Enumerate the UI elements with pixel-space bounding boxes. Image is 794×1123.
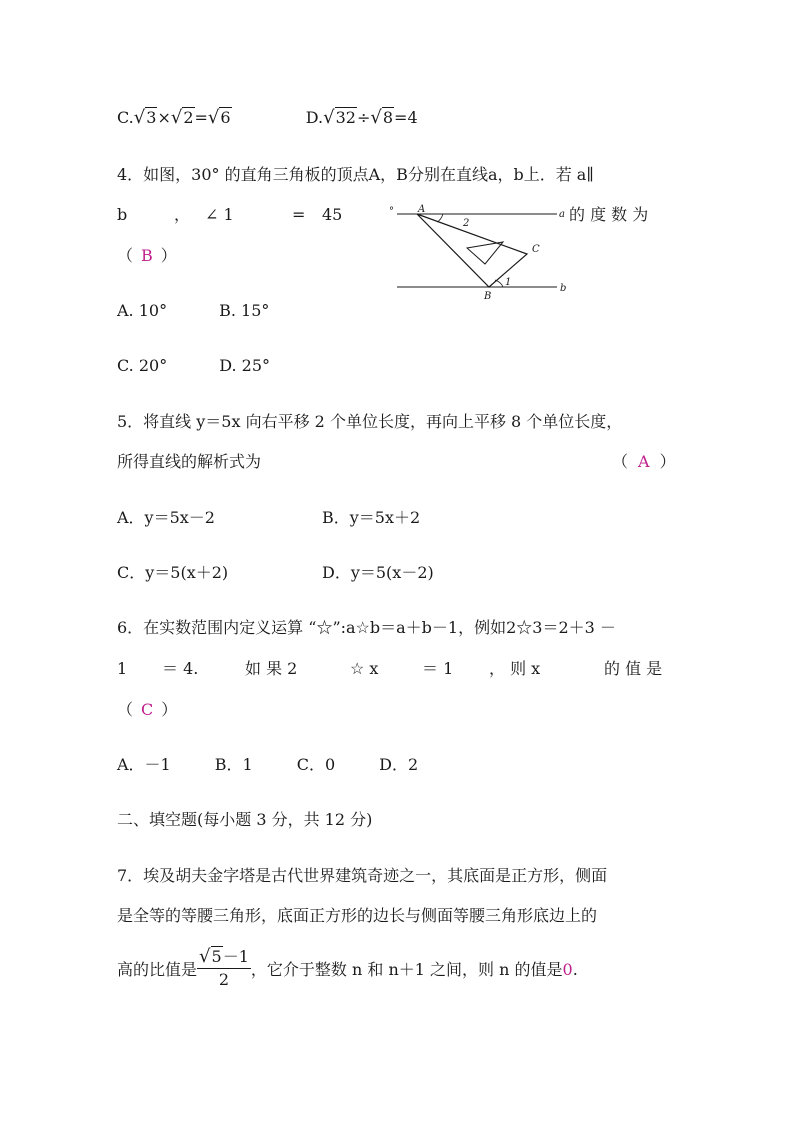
q5-option-a: A．y＝5x－2 bbox=[117, 508, 215, 527]
q4-answer-line bbox=[117, 246, 177, 266]
divide-sign: ÷ bbox=[356, 108, 371, 127]
q4-value: 45 bbox=[322, 205, 343, 224]
paren-close: ） bbox=[160, 246, 177, 265]
paren-open: （ bbox=[612, 452, 629, 471]
q5-stem-line1: 5．将直线 y＝5x 向右平移 2 个单位长度，再向上平移 8 个单位长度， bbox=[117, 412, 623, 431]
q7-stem-line1: 7．埃及胡夫金字塔是古代世界建筑奇迹之一，其底面是正方形，侧面 bbox=[117, 866, 608, 885]
q5-answer: A bbox=[638, 452, 650, 471]
q3-option-c bbox=[117, 108, 237, 127]
paren-close: ） bbox=[161, 700, 178, 719]
q6-stem-line2 bbox=[117, 659, 677, 679]
radicand-6: 6 bbox=[220, 108, 231, 127]
q3-c-label: C. bbox=[117, 108, 134, 127]
q3-options bbox=[117, 108, 418, 128]
q5-option-b: B．y＝5x＋2 bbox=[322, 508, 421, 527]
fig-label-line-a: a bbox=[559, 209, 565, 220]
angle-2-arc bbox=[437, 214, 443, 222]
radicand-8: 8 bbox=[382, 108, 394, 127]
q6-l2-4: ☆ x bbox=[350, 659, 379, 678]
q5-answer-group bbox=[612, 452, 676, 472]
triangle-ruler-figure bbox=[385, 200, 575, 304]
q6-answer: C bbox=[141, 700, 154, 719]
sqrt-6: √6 bbox=[207, 107, 231, 128]
sqrt-5: √5 bbox=[199, 946, 222, 967]
frac-num-tail: －1 bbox=[222, 947, 249, 966]
q4-comma: ， bbox=[174, 205, 191, 224]
q4-stem-line1: 4．如图，30° 的直角三角板的顶点A，B分别在直线a，b上．若 a∥ bbox=[117, 165, 594, 184]
frac-denominator: 2 bbox=[218, 970, 230, 989]
q5-options-row1 bbox=[117, 508, 677, 528]
q4-answer: B bbox=[141, 246, 153, 265]
paren-open: （ bbox=[117, 700, 134, 719]
q5-stem-text: 所得直线的解析式为 bbox=[117, 452, 262, 471]
q4-option-d: D. 25° bbox=[219, 356, 270, 375]
paren-open: （ bbox=[117, 246, 134, 265]
q4-eq: = bbox=[292, 205, 306, 224]
q6-l2-3: 如 果 2 bbox=[245, 659, 298, 678]
q7-answer: 0 bbox=[562, 960, 573, 979]
q5-stem-line2 bbox=[117, 452, 677, 472]
fig-label-2: 2 bbox=[463, 218, 470, 229]
d-result: =4 bbox=[394, 108, 418, 127]
equals-sign: = bbox=[194, 108, 208, 127]
q3-option-d bbox=[306, 108, 418, 127]
q7-stem-line2: 是全等的等腰三角形，底面正方形的边长与侧面等腰三角形底边上的 bbox=[117, 906, 598, 925]
q7-line3-pre: 高的比值是 bbox=[117, 960, 198, 979]
q6-option-d: D．2 bbox=[379, 755, 419, 774]
fig-label-a: A bbox=[418, 204, 426, 215]
q6-option-b: B．1 bbox=[214, 755, 253, 774]
q5-option-d: D．y＝5(x－2) bbox=[322, 563, 434, 582]
q6-l2-1: 1 bbox=[117, 659, 128, 678]
radicand-5: 5 bbox=[211, 947, 222, 966]
fig-label-b: B bbox=[484, 291, 492, 302]
q4-options-row2 bbox=[117, 356, 270, 376]
q4-option-a: A. 10° bbox=[117, 301, 168, 320]
q4-option-c: C. 20° bbox=[117, 356, 168, 375]
q6-stem-line1: 6．在实数范围内定义运算 “☆”:a☆b＝a＋b－1，例如2☆3＝2＋3 － bbox=[117, 618, 616, 637]
fig-degree: ° bbox=[389, 206, 394, 217]
q3-d-label: D. bbox=[305, 108, 324, 127]
q6-l2-7: 的 值 是 bbox=[604, 659, 663, 678]
times-sign: × bbox=[157, 108, 171, 127]
paren-close: ） bbox=[659, 452, 676, 471]
section-heading-fill-in: 二、填空题(每小题 3 分，共 12 分) bbox=[117, 810, 373, 829]
sqrt-3: √3 bbox=[133, 107, 157, 128]
sqrt-32: √32 bbox=[323, 107, 356, 128]
q7-period: . bbox=[572, 960, 578, 979]
radicand-3: 3 bbox=[146, 108, 157, 127]
q7-line3-post: ，它介于整数 n 和 n＋1 之间，则 n 的值是 bbox=[250, 960, 563, 979]
q4-tail: 的 度 数 为 bbox=[569, 205, 649, 224]
q6-option-a: A．－1 bbox=[117, 755, 171, 774]
q6-option-c: C．0 bbox=[296, 755, 336, 774]
q5-option-c: C．y＝5(x＋2) bbox=[117, 563, 229, 582]
fig-label-c: C bbox=[532, 244, 540, 255]
q7-stem-line3 bbox=[117, 948, 578, 993]
sqrt-2: √2 bbox=[170, 107, 194, 128]
radicand-2: 2 bbox=[183, 108, 194, 127]
triangle-inner bbox=[467, 242, 503, 264]
radicand-32: 32 bbox=[335, 108, 356, 127]
sqrt-8: √8 bbox=[370, 107, 394, 128]
q4-options-row1 bbox=[117, 301, 269, 321]
fig-label-line-b: b bbox=[560, 283, 567, 294]
fig-label-1: 1 bbox=[505, 277, 512, 288]
q6-l2-2: ＝ 4. bbox=[162, 659, 199, 678]
q4-angle: ∠ 1 bbox=[205, 205, 234, 224]
q4-option-b: B. 15° bbox=[219, 301, 270, 320]
q6-l2-5: ＝ 1 bbox=[422, 659, 454, 678]
q6-answer-line bbox=[117, 700, 177, 720]
fraction-sqrt5-minus1-over-2 bbox=[197, 946, 251, 991]
frac-numerator bbox=[197, 946, 251, 969]
q6-options bbox=[117, 755, 418, 775]
q5-options-row2 bbox=[117, 563, 677, 583]
q4-b: b bbox=[117, 205, 128, 224]
q6-l2-6: ， 则 x bbox=[489, 659, 541, 678]
